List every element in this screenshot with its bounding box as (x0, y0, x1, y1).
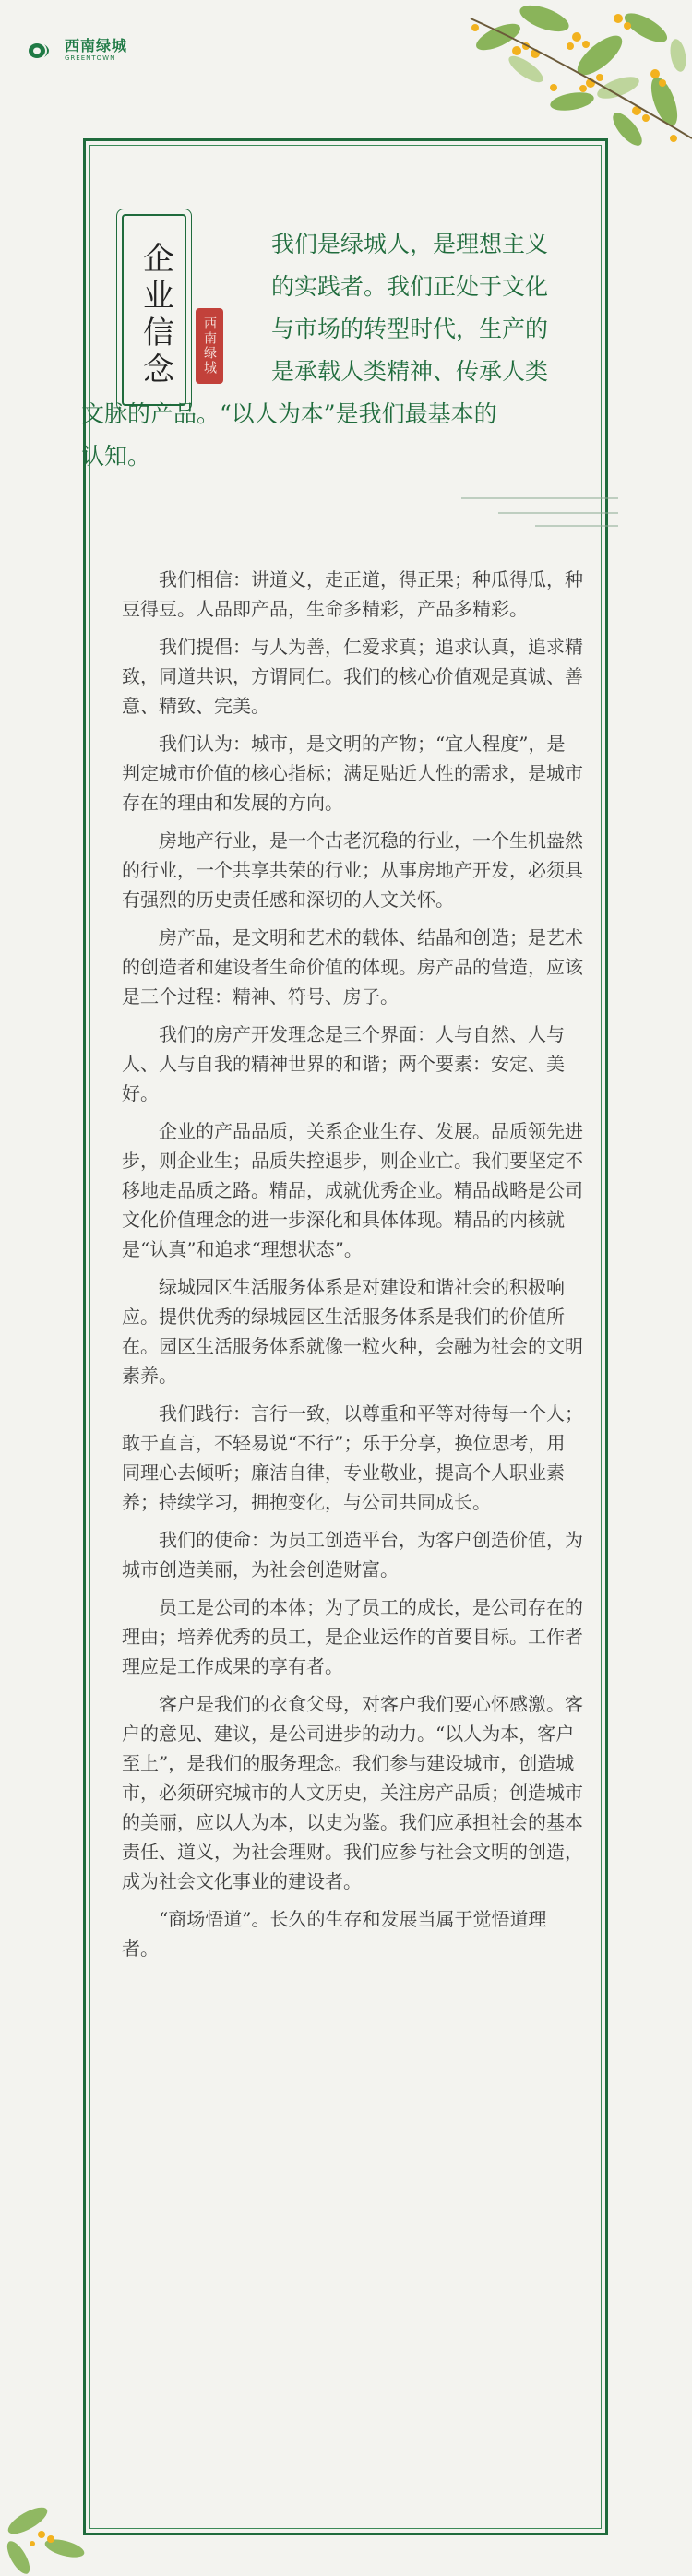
greentown-logo-icon (28, 42, 59, 60)
creed-paragraph: 我们践行：言行一致，以尊重和平等对待每一个人；敢于直言，不轻易说“不行”；乐于分享，换位思考，用同理心去倾听；廉洁自律，专业敬业，提高个人职业素养；持续学习，拥抱变化，与公司共同成长。 (122, 1402, 583, 1513)
brand-logo (28, 39, 127, 62)
page-title: 企业信念 (137, 242, 174, 389)
intro-statement (81, 223, 607, 478)
creed-paragraph: 客户是我们的衣食父母，对客户我们要心怀感激。客户的意见、建议，是公司进步的动力。“以人为本，客户至上”，是我们的服务理念。我们参与建设城市，创造城市，必须研究城市的人文历史，关注房产品质；创造城市的美丽，应以人为本，以史为鉴。我们应承担社会的基本责任、道义，为社会理财。我们应参与社会文明的创造，成为社会文化事业的建设者。 (122, 1693, 583, 1892)
creed-paragraph: 绿城园区生活服务体系是对建设和谐社会的积极响应。提供优秀的绿城园区生活服务体系是我们的价值所在。园区生活服务体系就像一粒火种，会融为社会的文明素养。 (122, 1276, 583, 1387)
intro-line: 认知。 (81, 443, 151, 470)
creed-paragraph: 企业的产品品质，关系企业生存、发展。品质领先进步，则企业生；品质失控退步，则企业亡。我们要坚定不移地走品质之路。精品，成就优秀企业。精品战略是公司文化价值理念的进一步深化和具体体现。精品的内核就是“认真”和追求“理想状态”。 (122, 1120, 583, 1260)
intro-line: 与市场的转型时代，生产的 (271, 316, 549, 342)
intro-line: 文脉的产品。“以人为本”是我们最基本的 (81, 400, 497, 427)
creed-body (122, 565, 583, 1972)
creed-paragraph: 我们认为：城市，是文明的产物；“宜人程度”，是判定城市价值的核心指标；满足贴近人性的需求，是城市存在的理由和发展的方向。 (122, 733, 583, 814)
logo-name-cn: 西南绿城 (65, 37, 128, 54)
logo-name-en: GREENTOWN (65, 54, 116, 62)
creed-paragraph: 房地产行业，是一个古老沉稳的行业，一个生机盎然的行业，一个共享共荣的行业；从事房地产开发，必须具有强烈的历史责任感和深切的人文关怀。 (122, 829, 583, 911)
creed-paragraph: 我们相信：讲道义，走正道，得正果；种瓜得瓜，种豆得豆。人品即产品，生命多精彩，产品多精彩。 (122, 568, 583, 620)
intro-line: 的实践者。我们正处于文化 (271, 273, 549, 300)
creed-paragraph: 房产品，是文明和艺术的载体、结晶和创造；是艺术的创造者和建设者生命价值的体现。房产品的营造，应该是三个过程：精神、符号、房子。 (122, 926, 583, 1008)
creed-paragraph: 我们的使命：为员工创造平台，为客户创造价值，为城市创造美丽，为社会创造财富。 (122, 1529, 583, 1580)
osmanthus-branch-decoration (388, 0, 692, 157)
intro-line: 是承载人类精神、传承人类 (271, 358, 549, 385)
creed-paragraph: 我们的房产开发理念是三个界面：人与自然、人与人、人与自我的精神世界的和谐；两个要素：安定、美好。 (122, 1023, 565, 1104)
decorative-lines (461, 491, 618, 530)
creed-paragraph: 我们提倡：与人为善，仁爱求真；追求认真，追求精致，同道共识，方谓同仁。我们的核心价值观是真诚、善意、精致、完美。 (122, 636, 583, 717)
creed-paragraph: “商场悟道”。长久的生存和发展当属于觉悟道理者。 (122, 1908, 547, 1960)
creed-paragraph: 员工是公司的本体；为了员工的成长，是公司存在的理由；培养优秀的员工，是企业运作的首要目标。工作者理应是工作成果的享有者。 (122, 1596, 583, 1677)
intro-line: 我们是绿城人，是理想主义 (271, 231, 549, 257)
red-seal-stamp: 西南绿城 (196, 308, 223, 384)
